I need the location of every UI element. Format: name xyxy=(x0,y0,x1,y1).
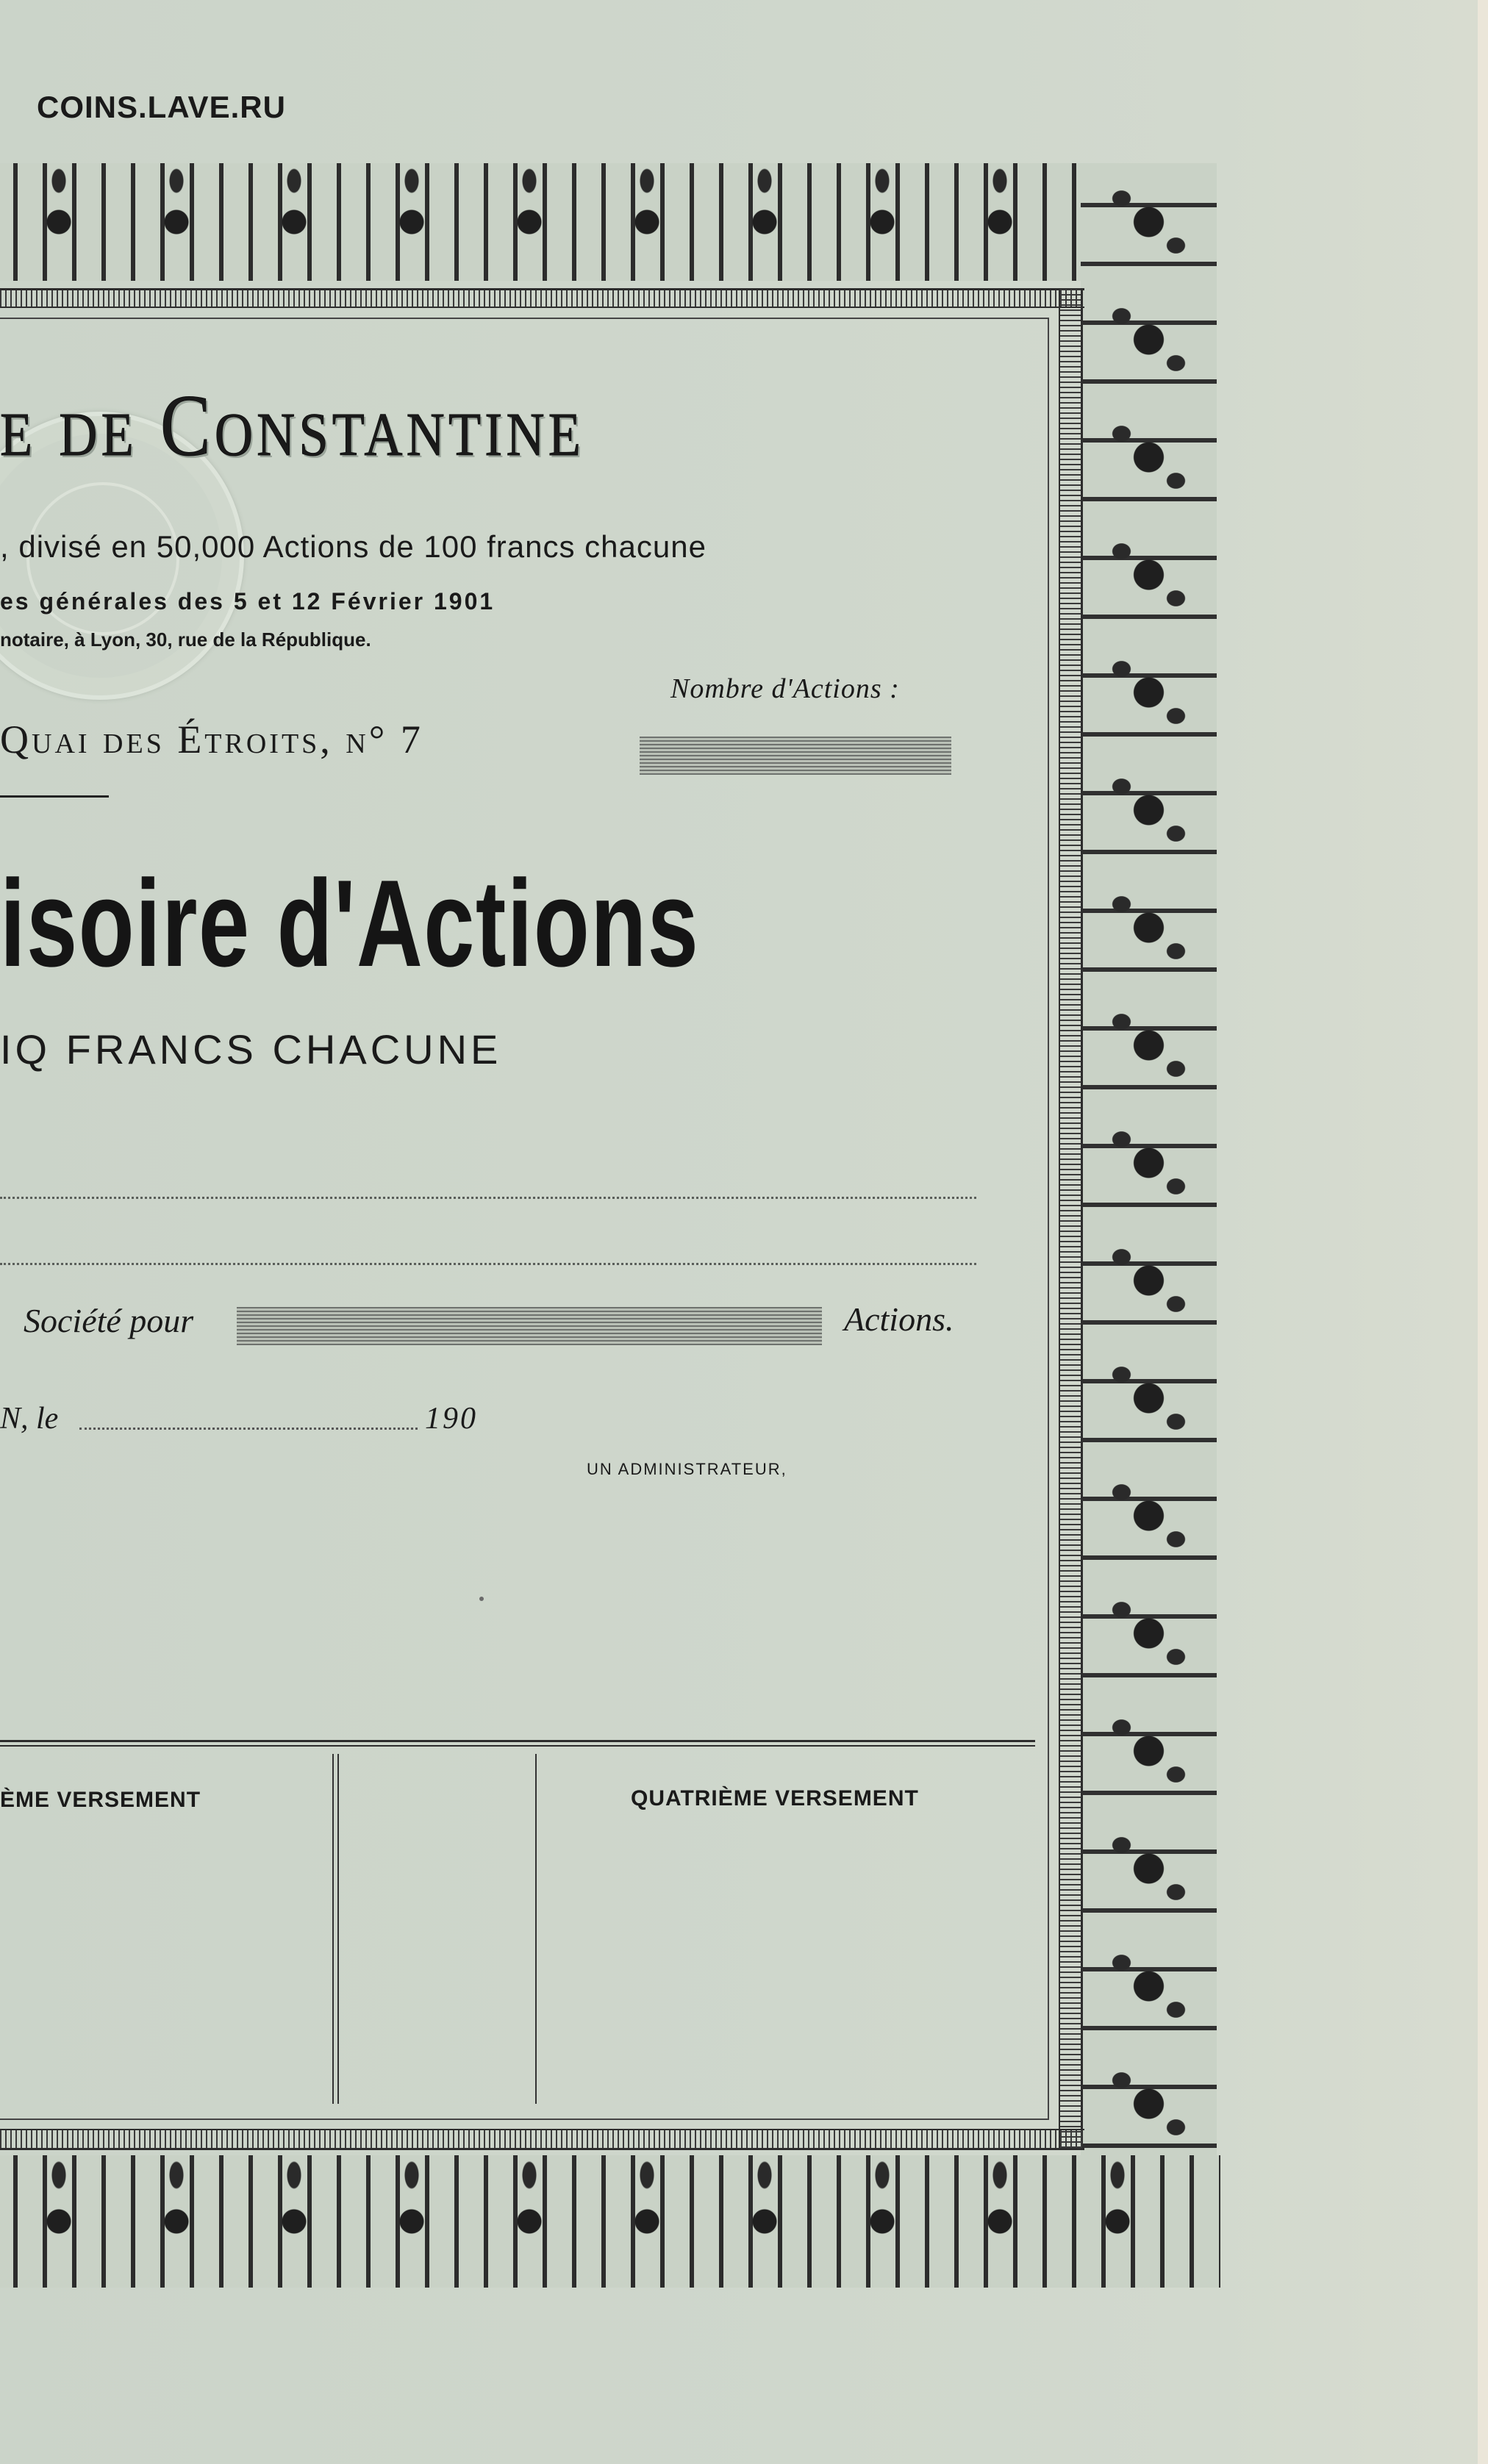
ornamental-border-right xyxy=(1081,163,1217,2288)
hatched-rule-bottom xyxy=(0,2129,1084,2150)
holder-dotted-line xyxy=(0,1197,976,1199)
ornamental-border-top xyxy=(0,163,1206,281)
date-dotted-line xyxy=(79,1428,418,1430)
paper-edge xyxy=(1478,0,1488,2464)
assembly-line: es générales des 5 et 12 Février 1901 xyxy=(0,588,496,615)
installment-header-left: ÈME VERSEMENT xyxy=(0,1788,201,1812)
shares-count-field xyxy=(237,1307,822,1345)
number-of-shares-field xyxy=(640,737,951,775)
share-value-line: IQ FRANCS CHACUNE xyxy=(0,1026,502,1072)
ornamental-border-bottom xyxy=(0,2155,1220,2288)
installment-table-rule xyxy=(0,1740,1035,1747)
capital-line: , divisé en 50,000 Actions de 100 francs chacune xyxy=(0,529,707,564)
year-label: 190 xyxy=(425,1402,478,1436)
address-line: Quai des Étroits, n° 7 xyxy=(0,717,423,762)
paper-speck xyxy=(479,1597,484,1601)
short-divider xyxy=(0,795,109,798)
societe-label: Société pour xyxy=(24,1302,194,1339)
holder-dotted-line-2 xyxy=(0,1263,976,1265)
installment-header-right: QUATRIÈME VERSEMENT xyxy=(631,1786,919,1811)
administrator-label: UN ADMINISTRATEUR, xyxy=(587,1460,787,1478)
installment-column-divider-2 xyxy=(535,1754,537,2104)
hatched-rule-top xyxy=(0,288,1084,308)
watermark-text: COINS.LAVE.RU xyxy=(37,90,286,124)
notary-line: notaire, à Lyon, 30, rue de la République. xyxy=(0,628,371,651)
actions-label: Actions. xyxy=(844,1300,954,1338)
hatched-rule-right xyxy=(1059,288,1083,2148)
company-name: e de Constantine xyxy=(0,376,585,474)
number-of-shares-label: Nombre d'Actions : xyxy=(670,673,900,704)
installment-column-divider xyxy=(332,1754,339,2104)
certificate-title: isoire d'Actions xyxy=(0,854,700,992)
place-date-label: N, le xyxy=(0,1402,59,1436)
